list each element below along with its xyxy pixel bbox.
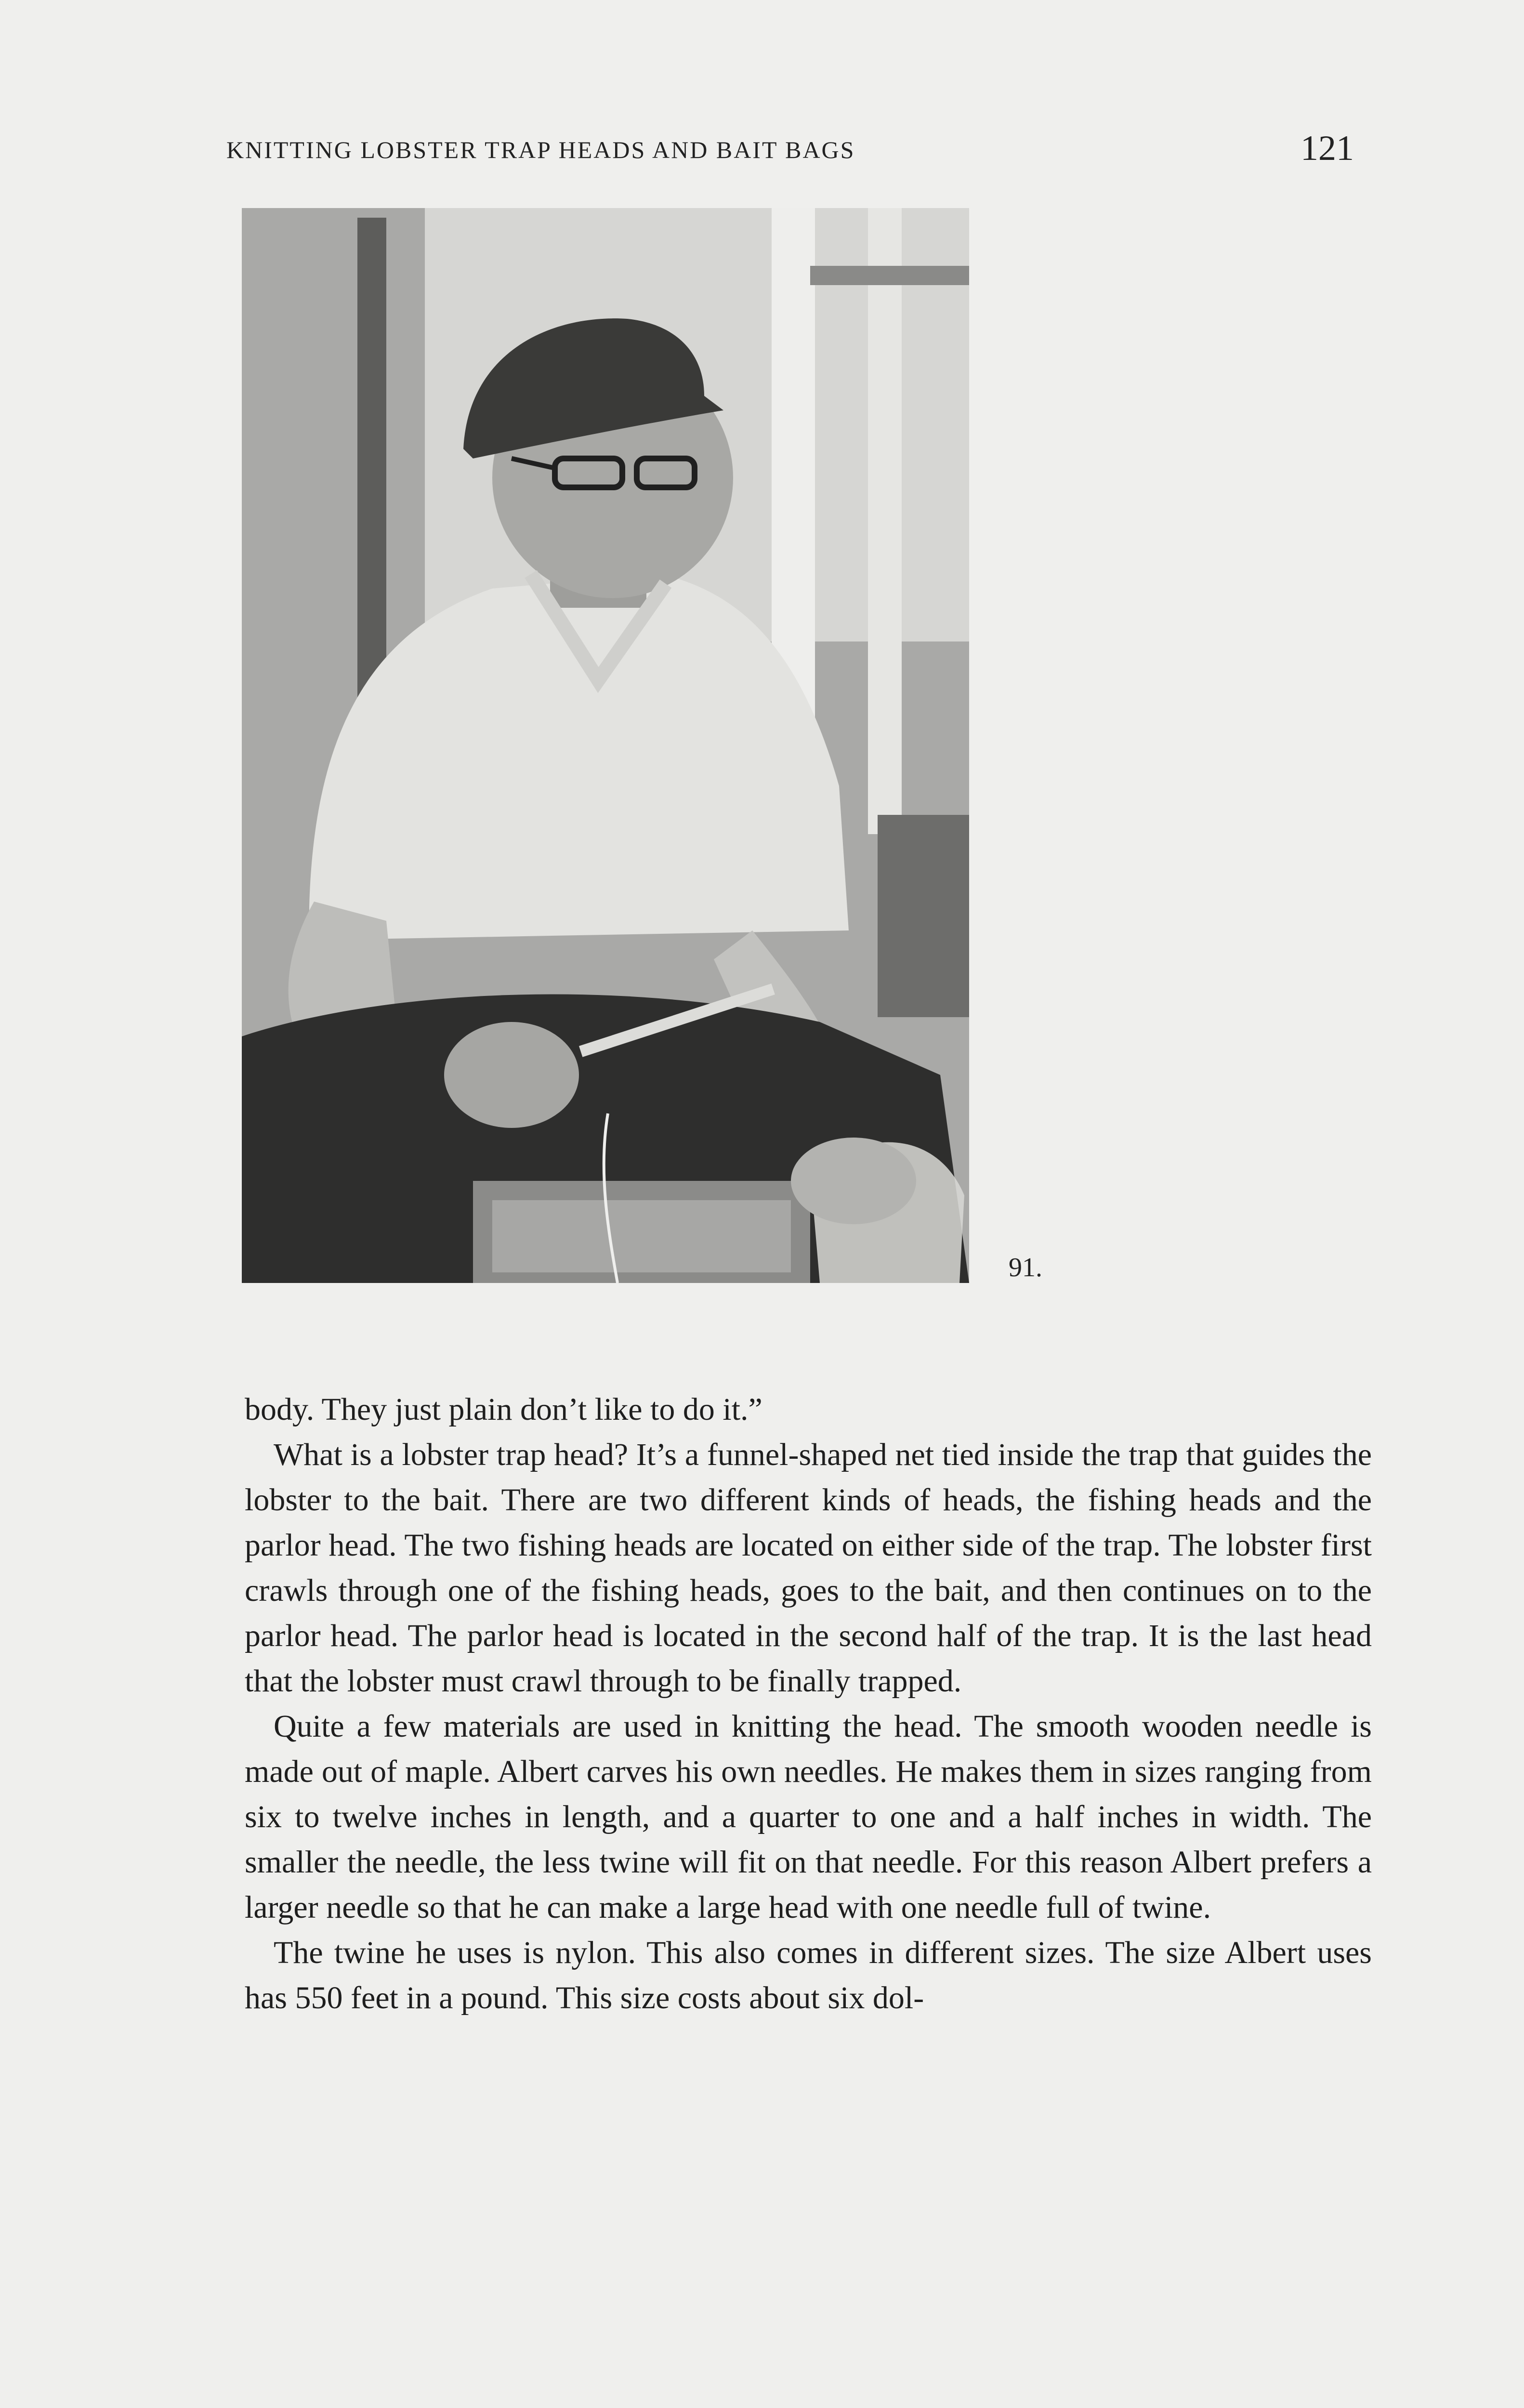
- figure-number: 91.: [1009, 1253, 1042, 1283]
- body-text: [245, 1387, 1372, 2021]
- photo-illustration: [242, 208, 969, 1283]
- paragraph: What is a lobster trap head? It’s a funnel-shaped net tied inside the trap that guides the lobster to the bait. There are two different kinds of heads, the fishing heads and the parlor head. The two fishing heads are located on either side of the trap. The lobster first crawls through one of the fishing heads, goes to the bait, and then continues on to the parlor head. The parlor head is located in the second half of the trap. It is the last head that the lobster must crawl through to be finally trapped.: [245, 1437, 1372, 1699]
- page-number: 121: [1301, 129, 1354, 168]
- photograph-man-knitting-net: [242, 208, 969, 1283]
- paragraph: body. They just plain don’t like to do it.”: [245, 1392, 762, 1427]
- running-head: KNITTING LOBSTER TRAP HEADS AND BAIT BAGS: [226, 136, 855, 163]
- paragraph: The twine he uses is nylon. This also comes in different sizes. The size Albert uses has 550 feet in a pound. This size costs about six dol-: [245, 1935, 1372, 2015]
- paragraph: Quite a few materials are used in knitting the head. The smooth wooden needle is made out of maple. Albert carves his own needles. He makes them in sizes ranging from six to twelve inches in length, and a quarter to one and a half inches in width. The smaller the needle, the less twine will fit on that needle. For this reason Albert prefers a larger needle so that he can make a large head with one needle full of twine.: [245, 1709, 1372, 1925]
